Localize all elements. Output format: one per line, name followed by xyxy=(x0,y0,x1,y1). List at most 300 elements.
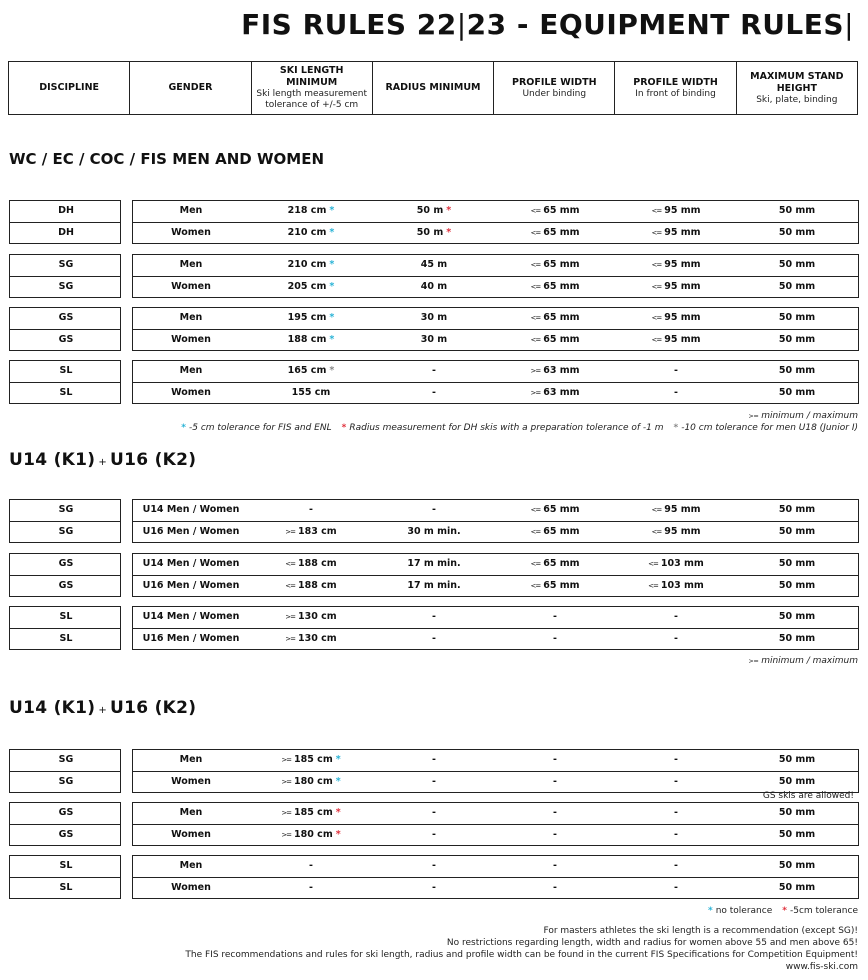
profile-under-cell xyxy=(495,222,615,243)
gender-cell xyxy=(131,628,251,649)
profile-front-cell-value: 103 mm xyxy=(660,558,704,569)
stand-height-cell xyxy=(737,382,857,403)
radius-cell xyxy=(374,307,494,328)
asterisk-cyan: * xyxy=(329,281,335,292)
ski-length-cell-value: 180 cm xyxy=(294,776,333,787)
ski-length-cell xyxy=(251,553,371,574)
profile-under-cell xyxy=(495,360,615,381)
discipline-cell xyxy=(6,824,126,845)
profile-under-cell xyxy=(495,606,615,627)
stand-height-cell xyxy=(737,877,857,898)
ski-length-cell xyxy=(251,360,371,381)
ski-length-cell xyxy=(251,276,371,297)
asterisk-cyan: * xyxy=(329,227,335,238)
profile-front-cell xyxy=(616,628,736,649)
discipline-cell-value: SL xyxy=(59,860,73,871)
table-row xyxy=(0,360,868,381)
ski-length-cell xyxy=(251,575,371,596)
asterisk-grey: * xyxy=(329,365,335,376)
footer-line: www.fis-ski.com xyxy=(785,962,858,972)
profile-front-cell-value: 95 mm xyxy=(664,312,701,323)
discipline-cell-value: DH xyxy=(58,205,74,216)
footer xyxy=(185,925,858,973)
stand-height-cell-value: 50 mm xyxy=(778,633,816,644)
profile-front-cell-value: 95 mm xyxy=(664,227,701,238)
asterisk-cyan: * xyxy=(181,423,186,433)
profile-front-cell xyxy=(616,200,736,221)
note-text: -5 cm tolerance for FIS and ENL xyxy=(189,423,332,433)
profile-under-cell-value: 65 mm xyxy=(543,259,580,270)
profile-front-cell-value: - xyxy=(674,776,678,787)
profile-under-cell-value: - xyxy=(553,860,557,871)
gender-cell xyxy=(131,553,251,574)
profile-front-cell xyxy=(616,749,736,770)
operator-max: <= xyxy=(648,581,658,590)
discipline-cell xyxy=(6,521,126,542)
discipline-cell-value: SL xyxy=(59,387,73,398)
discipline-cell xyxy=(6,877,126,898)
stand-height-cell xyxy=(737,222,857,243)
stand-height-cell-value: 50 mm xyxy=(778,807,816,818)
footer-line: For masters athletes the ski length is a recommendation (except SG)! xyxy=(543,926,858,936)
note-text: no tolerance xyxy=(715,906,773,916)
profile-front-cell-value: - xyxy=(674,633,678,644)
discipline-cell xyxy=(6,575,126,596)
gender-cell-value: Men xyxy=(179,205,203,216)
header-subtitle: Ski length measurement tolerance of +/-5 cm xyxy=(256,89,368,110)
ski-length-cell-value: 210 cm xyxy=(287,227,327,238)
ski-length-cell-value: - xyxy=(309,860,313,871)
radius-cell-value: - xyxy=(432,754,436,765)
stand-height-cell xyxy=(737,749,857,770)
gender-cell xyxy=(131,877,251,898)
discipline-cell-value: SG xyxy=(58,526,74,537)
profile-under-cell-value: 65 mm xyxy=(543,227,580,238)
operator-min: >= xyxy=(530,366,541,375)
radius-cell xyxy=(374,575,494,596)
table-row xyxy=(0,499,868,520)
gender-cell-value: U14 Men / Women xyxy=(142,504,240,515)
legend-min-max: >= minimum / maximum xyxy=(748,411,858,421)
ski-length-cell-value: 130 cm xyxy=(298,633,337,644)
radius-cell xyxy=(374,222,494,243)
ski-length-cell xyxy=(251,382,371,403)
gender-cell xyxy=(131,222,251,243)
operator-min: >= xyxy=(281,755,292,764)
ski-length-cell xyxy=(251,222,371,243)
profile-under-cell-value: 65 mm xyxy=(543,558,580,569)
ski-length-cell xyxy=(251,329,371,350)
gender-cell-value: Men xyxy=(179,807,203,818)
radius-cell xyxy=(374,802,494,823)
discipline-cell-value: GS xyxy=(58,580,74,591)
asterisk-cyan: * xyxy=(707,906,713,916)
asterisk-cyan: * xyxy=(329,334,335,345)
operator-max: <= xyxy=(651,206,662,215)
discipline-cell-value: SL xyxy=(59,365,73,376)
stand-height-cell xyxy=(737,771,857,792)
stand-height-cell xyxy=(737,360,857,381)
radius-cell xyxy=(374,606,494,627)
discipline-cell xyxy=(6,222,126,243)
operator-max: <= xyxy=(285,559,296,568)
stand-height-cell-value: 50 mm xyxy=(778,580,816,591)
ski-length-cell-value: 205 cm xyxy=(287,281,327,292)
profile-under-cell xyxy=(495,499,615,520)
stand-height-cell xyxy=(737,855,857,876)
profile-front-cell-value: - xyxy=(674,829,678,840)
radius-cell xyxy=(374,628,494,649)
radius-cell xyxy=(374,254,494,275)
profile-front-cell-value: - xyxy=(674,387,678,398)
discipline-cell xyxy=(6,360,126,381)
profile-front-cell xyxy=(616,382,736,403)
gender-cell-value: U16 Men / Women xyxy=(142,526,240,537)
operator-max: <= xyxy=(651,282,662,291)
gender-cell-value: Men xyxy=(179,754,203,765)
operator-min: >= xyxy=(281,830,292,839)
stand-height-cell-value: 50 mm xyxy=(778,227,816,238)
asterisk-cyan: * xyxy=(329,312,335,323)
gender-cell xyxy=(131,276,251,297)
asterisk-cyan: * xyxy=(335,776,341,787)
discipline-cell-value: SG xyxy=(58,504,74,515)
radius-cell xyxy=(374,877,494,898)
stand-height-cell-value: 50 mm xyxy=(778,281,816,292)
page-title: FIS RULES 22|23 - EQUIPMENT RULES| xyxy=(241,8,854,41)
operator-max: <= xyxy=(651,260,662,269)
note-item xyxy=(673,423,858,433)
table-row xyxy=(0,749,868,770)
profile-front-cell-value: 95 mm xyxy=(664,526,701,537)
table-row xyxy=(0,824,868,845)
gender-cell-value: Women xyxy=(171,334,211,345)
section-title-u14-u16: U14 (K1) + U16 (K2) xyxy=(9,450,197,470)
profile-under-cell xyxy=(495,802,615,823)
header-subtitle: Under binding xyxy=(522,88,587,99)
profile-under-cell xyxy=(495,824,615,845)
profile-front-cell xyxy=(616,521,736,542)
radius-cell-value: 30 m xyxy=(420,312,448,323)
gender-cell-value: Men xyxy=(179,259,203,270)
discipline-cell-value: SG xyxy=(58,259,74,270)
stand-height-cell xyxy=(737,329,857,350)
profile-under-cell-value: 65 mm xyxy=(543,526,580,537)
operator-min: >= xyxy=(285,527,296,536)
gender-cell xyxy=(131,575,251,596)
radius-cell xyxy=(374,521,494,542)
ski-length-cell xyxy=(251,499,371,520)
profile-under-cell-value: 65 mm xyxy=(543,312,580,323)
footer-line: The FIS recommendations and rules for ski length, radius and profile width can be found in the current FIS Specifications for Competition Equipment! xyxy=(185,950,858,960)
discipline-cell-value: GS xyxy=(58,807,74,818)
ski-length-cell-value: 188 cm xyxy=(298,580,337,591)
stand-height-cell-value: 50 mm xyxy=(778,526,816,537)
discipline-cell-value: SL xyxy=(59,882,73,893)
profile-under-cell xyxy=(495,254,615,275)
operator-max: <= xyxy=(285,581,296,590)
ski-length-cell xyxy=(251,855,371,876)
profile-front-cell xyxy=(616,222,736,243)
operator-max: <= xyxy=(530,282,541,291)
stand-height-cell xyxy=(737,200,857,221)
section-title-wc: WC / EC / COC / FIS MEN AND WOMEN xyxy=(9,150,325,168)
table-row xyxy=(0,521,868,542)
table-row xyxy=(0,606,868,627)
gender-cell-value: U14 Men / Women xyxy=(142,558,240,569)
radius-cell xyxy=(374,553,494,574)
header-title: RADIUS MINIMUM xyxy=(385,82,481,93)
header-cell xyxy=(615,62,736,114)
stand-height-cell-value: 50 mm xyxy=(778,776,816,787)
operator-max: <= xyxy=(651,505,662,514)
discipline-cell-value: GS xyxy=(58,334,74,345)
profile-front-cell-value: 95 mm xyxy=(664,281,701,292)
radius-cell-value: - xyxy=(432,611,436,622)
discipline-cell xyxy=(6,749,126,770)
stand-height-cell-value: 50 mm xyxy=(778,882,816,893)
profile-under-cell-value: 63 mm xyxy=(543,365,580,376)
profile-under-cell-value: 65 mm xyxy=(543,281,580,292)
profile-under-cell-value: - xyxy=(553,882,557,893)
ski-length-cell-value: - xyxy=(309,504,313,515)
table-row xyxy=(0,855,868,876)
profile-under-cell xyxy=(495,855,615,876)
table-row xyxy=(0,553,868,574)
operator-max: <= xyxy=(530,228,541,237)
discipline-cell xyxy=(6,499,126,520)
ski-length-cell xyxy=(251,771,371,792)
discipline-cell-value: SG xyxy=(58,754,74,765)
table-row xyxy=(0,200,868,221)
gender-cell-value: U16 Men / Women xyxy=(142,580,240,591)
profile-under-cell-value: 63 mm xyxy=(543,387,580,398)
asterisk-red: * xyxy=(341,423,347,433)
table-row xyxy=(0,382,868,403)
discipline-cell-value: SG xyxy=(58,776,74,787)
table-header xyxy=(8,61,858,115)
ski-length-cell xyxy=(251,200,371,221)
gender-cell xyxy=(131,382,251,403)
table-row xyxy=(0,307,868,328)
discipline-cell xyxy=(6,855,126,876)
asterisk-red: * xyxy=(782,906,787,916)
discipline-cell xyxy=(6,628,126,649)
asterisk-cyan: * xyxy=(329,205,335,216)
note-text: Radius measurement for DH skis with a preparation tolerance of -1 m xyxy=(349,423,664,433)
ski-length-cell xyxy=(251,254,371,275)
note-item xyxy=(342,423,664,433)
table-row xyxy=(0,802,868,823)
gender-cell xyxy=(131,606,251,627)
radius-cell xyxy=(374,329,494,350)
stand-height-cell xyxy=(737,307,857,328)
profile-front-cell xyxy=(616,254,736,275)
profile-front-cell xyxy=(616,360,736,381)
stand-height-cell-value: 50 mm xyxy=(778,611,816,622)
discipline-cell-value: SL xyxy=(59,611,73,622)
profile-under-cell xyxy=(495,628,615,649)
profile-front-cell xyxy=(616,276,736,297)
stand-height-cell-value: 50 mm xyxy=(778,754,816,765)
radius-cell-value: 17 m min. xyxy=(407,558,461,569)
radius-cell-value: 30 m min. xyxy=(407,526,461,537)
profile-under-cell xyxy=(495,553,615,574)
radius-cell-value: - xyxy=(432,807,436,818)
discipline-cell xyxy=(6,802,126,823)
ski-length-cell xyxy=(251,307,371,328)
profile-front-cell xyxy=(616,575,736,596)
operator-max: <= xyxy=(530,206,541,215)
stand-height-cell-value: 50 mm xyxy=(778,860,816,871)
gender-cell-value: Women xyxy=(171,829,211,840)
legend-min-max-2: >= minimum / maximum xyxy=(748,656,858,666)
profile-under-cell xyxy=(495,521,615,542)
ski-length-cell-value: 155 cm xyxy=(291,387,331,398)
stand-height-cell xyxy=(737,553,857,574)
profile-under-cell-value: - xyxy=(553,829,557,840)
operator-min: >= xyxy=(530,388,541,397)
profile-front-cell xyxy=(616,802,736,823)
discipline-cell xyxy=(6,329,126,350)
ski-length-cell xyxy=(251,606,371,627)
operator-min: >= xyxy=(281,777,292,786)
operator-max: <= xyxy=(530,335,541,344)
profile-front-cell-value: 95 mm xyxy=(664,259,701,270)
profile-under-cell-value: 65 mm xyxy=(543,504,580,515)
ski-length-cell-value: 185 cm xyxy=(294,807,333,818)
stand-height-cell xyxy=(737,276,857,297)
gender-cell xyxy=(131,824,251,845)
stand-height-cell-value: 50 mm xyxy=(778,334,816,345)
radius-cell-value: - xyxy=(432,365,436,376)
radius-cell-value: 30 m xyxy=(420,334,448,345)
radius-cell xyxy=(374,382,494,403)
operator-max: <= xyxy=(651,527,662,536)
gender-cell-value: Women xyxy=(171,227,211,238)
profile-front-cell xyxy=(616,329,736,350)
asterisk-red: * xyxy=(446,227,452,238)
profile-under-cell xyxy=(495,575,615,596)
discipline-cell-value: SG xyxy=(58,281,74,292)
discipline-cell-value: GS xyxy=(58,829,74,840)
header-title: MAXIMUM STAND HEIGHT xyxy=(750,70,844,94)
ski-length-cell-value: 183 cm xyxy=(298,526,337,537)
ski-length-cell-value: 180 cm xyxy=(294,829,333,840)
profile-under-cell-value: - xyxy=(553,633,557,644)
operator-min: >= xyxy=(281,808,292,817)
radius-cell-value: - xyxy=(432,882,436,893)
gender-cell xyxy=(131,521,251,542)
profile-front-cell-value: - xyxy=(674,365,678,376)
ski-length-cell xyxy=(251,521,371,542)
header-subtitle: Ski, plate, binding xyxy=(756,94,838,105)
discipline-cell-value: GS xyxy=(58,312,74,323)
profile-front-cell-value: - xyxy=(674,754,678,765)
gender-cell-value: Women xyxy=(171,882,211,893)
ski-length-cell xyxy=(251,824,371,845)
profile-front-cell xyxy=(616,307,736,328)
profile-front-cell xyxy=(616,877,736,898)
gender-cell-value: Men xyxy=(179,365,203,376)
operator-min: >= xyxy=(285,634,296,643)
note-text: -10 cm tolerance for men U18 (Junior I) xyxy=(681,423,858,433)
table-row xyxy=(0,877,868,898)
radius-cell-value: 50 m xyxy=(416,227,444,238)
header-title: PROFILE WIDTH xyxy=(633,76,718,88)
gender-cell xyxy=(131,329,251,350)
discipline-cell xyxy=(6,553,126,574)
notes-table1 xyxy=(171,423,858,433)
radius-cell xyxy=(374,749,494,770)
gender-cell xyxy=(131,499,251,520)
profile-under-cell-value: - xyxy=(553,754,557,765)
note-item xyxy=(782,906,858,916)
operator-max: <= xyxy=(648,559,658,568)
profile-under-cell xyxy=(495,200,615,221)
stand-height-cell-value: 50 mm xyxy=(778,259,816,270)
radius-cell-value: - xyxy=(432,860,436,871)
profile-under-cell xyxy=(495,276,615,297)
gender-cell-value: U14 Men / Women xyxy=(142,611,240,622)
asterisk-cyan: * xyxy=(335,754,341,765)
stand-height-cell xyxy=(737,521,857,542)
operator-max: <= xyxy=(530,505,541,514)
radius-cell-value: - xyxy=(432,504,436,515)
stand-height-cell-value: 50 mm xyxy=(778,504,816,515)
gender-cell xyxy=(131,200,251,221)
gender-cell xyxy=(131,749,251,770)
operator-max: <= xyxy=(530,581,541,590)
radius-cell-value: 50 m xyxy=(416,205,444,216)
notes-table3 xyxy=(698,906,858,916)
header-title: SKI LENGTH MINIMUM xyxy=(279,65,344,88)
profile-front-cell-value: - xyxy=(674,807,678,818)
asterisk-red: * xyxy=(446,205,452,216)
operator-max: <= xyxy=(530,313,541,322)
profile-front-cell xyxy=(616,771,736,792)
profile-under-cell xyxy=(495,877,615,898)
note-item xyxy=(181,423,331,433)
section-title-u14-u16-recommendation: U14 (K1) + U16 (K2) xyxy=(9,698,197,718)
profile-under-cell xyxy=(495,771,615,792)
discipline-cell xyxy=(6,200,126,221)
header-cell xyxy=(130,62,251,114)
operator-max: <= xyxy=(530,260,541,269)
stand-height-cell xyxy=(737,499,857,520)
gender-cell xyxy=(131,802,251,823)
footer-line: No restrictions regarding length, width and radius for women above 55 and men above 65! xyxy=(446,938,858,948)
stand-height-cell-value: 50 mm xyxy=(778,365,816,376)
radius-cell-value: 17 m min. xyxy=(407,580,461,591)
profile-under-cell-value: - xyxy=(553,611,557,622)
discipline-cell-value: DH xyxy=(58,227,74,238)
stand-height-cell-value: 50 mm xyxy=(778,558,816,569)
header-title: GENDER xyxy=(168,82,213,93)
stand-height-cell-value: 50 mm xyxy=(778,205,816,216)
header-cell xyxy=(494,62,615,114)
operator-max: <= xyxy=(530,527,541,536)
gender-cell-value: Women xyxy=(171,281,211,292)
header-cell xyxy=(252,62,373,114)
ski-length-cell-value: 195 cm xyxy=(287,312,327,323)
operator-max: <= xyxy=(530,559,541,568)
discipline-cell xyxy=(6,606,126,627)
ski-length-cell xyxy=(251,628,371,649)
gender-cell-value: U16 Men / Women xyxy=(142,633,240,644)
ski-length-cell-value: 185 cm xyxy=(294,754,333,765)
gender-cell xyxy=(131,254,251,275)
